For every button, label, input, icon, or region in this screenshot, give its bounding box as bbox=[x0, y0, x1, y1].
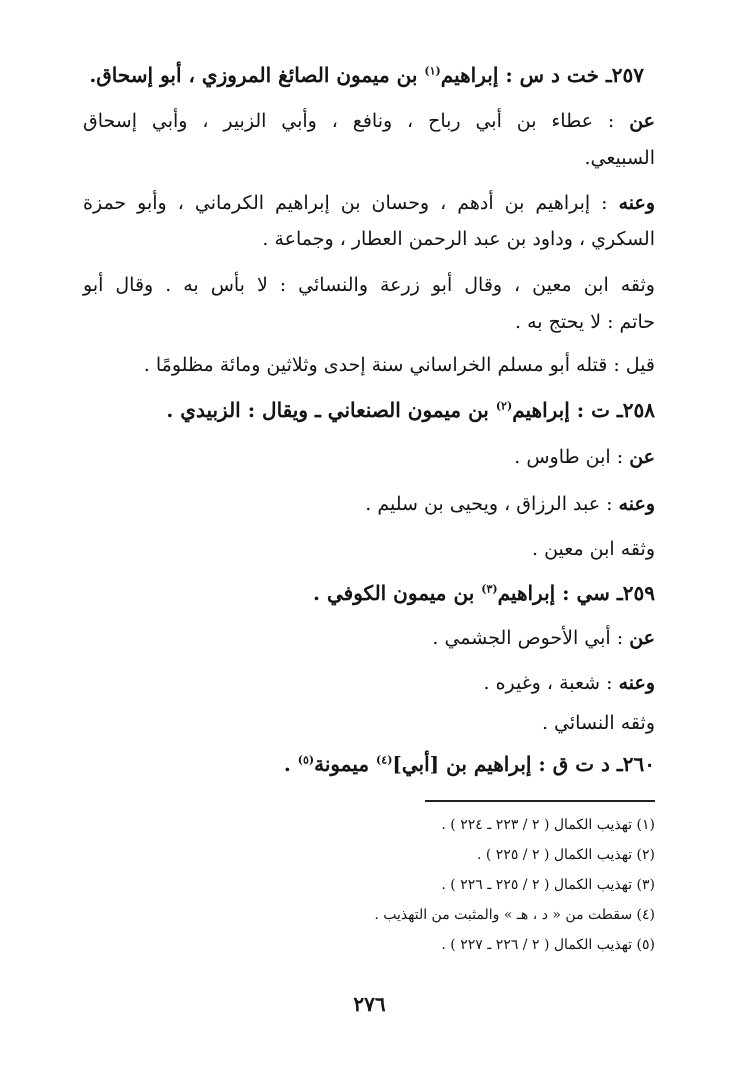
entry-name: إبراهيم bbox=[440, 63, 499, 87]
entry-259-anhu-line bbox=[83, 670, 655, 696]
an-label: عن bbox=[629, 446, 655, 468]
an-label: عن bbox=[629, 627, 655, 649]
entry-257-qil-line bbox=[83, 352, 655, 378]
entry-257-an-line-1 bbox=[83, 108, 655, 134]
an-text: : عطاء بن أبي رباح ، ونافع ، وأبي الزبير ، وأبي إسحاق bbox=[83, 110, 630, 132]
footnote-4: (٤) سقطت من « د ، هـ » والمثبت من التهذيب . bbox=[374, 907, 655, 923]
thiqa-text: حاتم : لا يحتج به . bbox=[515, 311, 655, 333]
entry-name-rest: بن ميمون الصائغ المروزي ، أبو إسحاق. bbox=[89, 63, 425, 87]
qil-text: قيل : قتله أبو مسلم الخراساني سنة إحدى وثلاثين ومائة مظلومًا . bbox=[143, 354, 655, 376]
entry-260-heading bbox=[83, 751, 655, 777]
entry-name-rest: بن ميمون الكوفي . bbox=[313, 581, 482, 605]
footnote-2: (٢) تهذيب الكمال ( ٢ / ٢٢٥ ) . bbox=[476, 847, 655, 863]
entry-257-thiqa-line-1 bbox=[83, 272, 655, 298]
page-number: ٢٧٦ bbox=[353, 992, 386, 1016]
entry-name: إبراهيم بن [أبي] bbox=[392, 752, 532, 776]
an-text: السبيعي. bbox=[584, 147, 655, 169]
entry-number: ٢٥٩ bbox=[622, 581, 655, 605]
footnote-separator bbox=[425, 800, 655, 802]
entry-number: ٢٥٧ bbox=[611, 63, 644, 87]
anhu-label: وعنه bbox=[618, 493, 655, 515]
footnote-ref: (٣) bbox=[481, 582, 498, 596]
an-text: : أبي الأحوص الجشمي . bbox=[432, 627, 630, 649]
entry-257-thiqa-line-2 bbox=[83, 309, 655, 335]
entry-258-heading bbox=[83, 397, 655, 423]
entry-code: ـ ت : bbox=[569, 398, 623, 422]
entry-257-an-line-2 bbox=[83, 145, 655, 171]
anhu-text: : إبراهيم بن أدهم ، وحسان بن إبراهيم الكرماني ، وأبو حمزة bbox=[83, 192, 619, 214]
thiqa-text: وثقه ابن معين . bbox=[532, 538, 655, 560]
entry-number: ٢٦٠ bbox=[622, 752, 655, 776]
anhu-text: : عبد الرزاق ، ويحيى بن سليم . bbox=[365, 493, 619, 515]
entry-name: إبراهيم bbox=[512, 398, 570, 422]
entry-code: ـ د ت ق : bbox=[531, 752, 623, 776]
thiqa-text: وثقه النسائي . bbox=[541, 712, 655, 734]
footnote-ref: (٢) bbox=[495, 399, 513, 413]
footnote-5: (٥) تهذيب الكمال ( ٢ / ٢٢٦ ـ ٢٢٧ ) . bbox=[441, 937, 655, 953]
entry-257-anhu-line-2 bbox=[83, 226, 655, 252]
entry-name-rest: بن ميمون الصنعاني ـ ويقال : الزبيدي . bbox=[166, 398, 496, 422]
entry-257-anhu-line-1 bbox=[83, 190, 655, 216]
entry-258-an-line bbox=[83, 444, 655, 470]
anhu-label: وعنه bbox=[618, 672, 655, 694]
entry-257-heading bbox=[84, 62, 644, 88]
entry-name-b: ميمونة bbox=[314, 752, 377, 776]
anhu-text: السكري ، وداود بن عبد الرحمن العطار ، وجماعة . bbox=[262, 228, 655, 250]
an-text: : ابن طاوس . bbox=[514, 446, 630, 468]
entry-name: إبراهيم bbox=[497, 581, 556, 605]
footnote-ref: (١) bbox=[424, 64, 441, 78]
entry-259-an-line bbox=[83, 625, 655, 651]
footnote-ref: (٤) bbox=[376, 753, 393, 767]
anhu-label: وعنه bbox=[618, 192, 655, 214]
footnote-ref: (٥) bbox=[297, 753, 315, 767]
entry-259-thiqa-line bbox=[83, 710, 655, 736]
entry-code: ـ خت د س : bbox=[498, 63, 612, 87]
entry-258-anhu-line bbox=[83, 491, 655, 517]
anhu-text: : شعبة ، وغيره . bbox=[483, 672, 619, 694]
thiqa-text: وثقه ابن معين ، وقال أبو زرعة والنسائي : لا بأس به . وقال أبو bbox=[83, 274, 655, 296]
an-label: عن bbox=[629, 110, 655, 132]
footnote-1: (١) تهذيب الكمال ( ٢ / ٢٢٣ ـ ٢٢٤ ) . bbox=[441, 817, 655, 833]
entry-258-thiqa-line bbox=[83, 536, 655, 562]
entry-name-rest: . bbox=[283, 752, 298, 776]
entry-code: ـ سي : bbox=[555, 581, 623, 605]
entry-259-heading bbox=[83, 580, 655, 606]
entry-number: ٢٥٨ bbox=[622, 398, 655, 422]
footnote-3: (٣) تهذيب الكمال ( ٢ / ٢٢٥ ـ ٢٢٦ ) . bbox=[441, 877, 655, 893]
